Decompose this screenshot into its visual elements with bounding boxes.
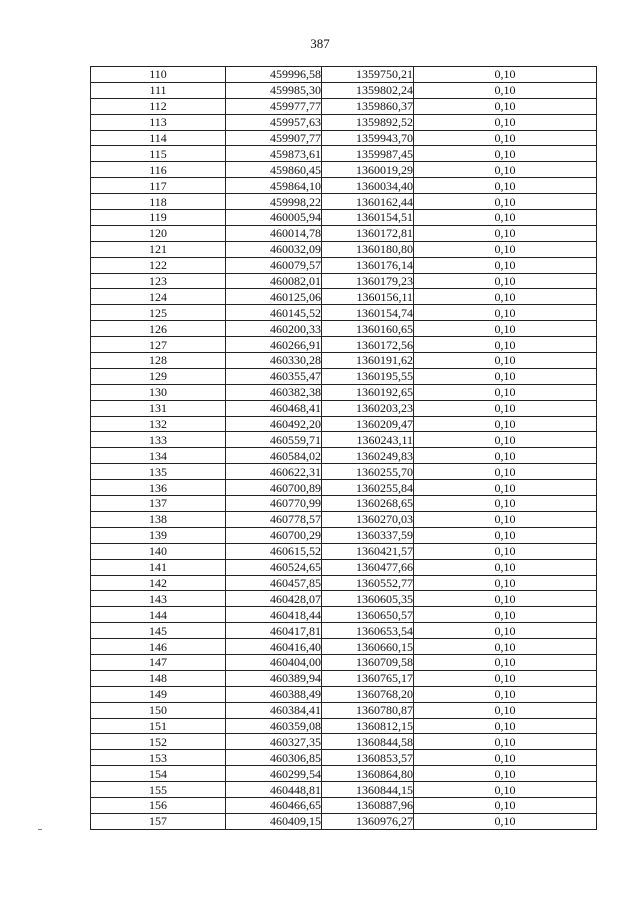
point-number-cell: 126 — [91, 321, 226, 337]
table-row — [91, 559, 597, 575]
y-coordinate-cell: 1360765,17 — [322, 670, 414, 686]
x-coordinate-cell: 460524,65 — [226, 559, 322, 575]
point-number-cell: 139 — [91, 527, 226, 543]
y-coordinate-cell: 1360337,59 — [322, 527, 414, 543]
x-coordinate-cell: 459985,30 — [226, 82, 322, 98]
y-coordinate-cell: 1360552,77 — [322, 575, 414, 591]
table-row — [91, 257, 597, 273]
point-number-cell: 114 — [91, 130, 226, 146]
point-number-cell: 147 — [91, 654, 226, 670]
table-row — [91, 98, 597, 114]
point-number-cell: 155 — [91, 782, 226, 798]
accuracy-cell: 0,10 — [414, 416, 597, 432]
y-coordinate-cell: 1360154,74 — [322, 305, 414, 321]
accuracy-cell: 0,10 — [414, 178, 597, 194]
y-coordinate-cell: 1360243,11 — [322, 432, 414, 448]
table-row — [91, 575, 597, 591]
accuracy-cell: 0,10 — [414, 241, 597, 257]
point-number-cell: 135 — [91, 464, 226, 480]
accuracy-cell: 0,10 — [414, 670, 597, 686]
y-coordinate-cell: 1360477,66 — [322, 559, 414, 575]
x-coordinate-cell: 460330,28 — [226, 353, 322, 369]
table-row — [91, 527, 597, 543]
accuracy-cell: 0,10 — [414, 559, 597, 575]
table-row — [91, 273, 597, 289]
accuracy-cell: 0,10 — [414, 67, 597, 83]
point-number-cell: 148 — [91, 670, 226, 686]
point-number-cell: 120 — [91, 225, 226, 241]
y-coordinate-cell: 1360249,83 — [322, 448, 414, 464]
y-coordinate-cell: 1360421,57 — [322, 543, 414, 559]
accuracy-cell: 0,10 — [414, 305, 597, 321]
y-coordinate-cell: 1360209,47 — [322, 416, 414, 432]
accuracy-cell: 0,10 — [414, 384, 597, 400]
point-number-cell: 138 — [91, 511, 226, 527]
y-coordinate-cell: 1360709,58 — [322, 654, 414, 670]
accuracy-cell: 0,10 — [414, 654, 597, 670]
x-coordinate-cell: 460492,20 — [226, 416, 322, 432]
point-number-cell: 110 — [91, 67, 226, 83]
x-coordinate-cell: 460200,33 — [226, 321, 322, 337]
point-number-cell: 154 — [91, 766, 226, 782]
table-row — [91, 654, 597, 670]
y-coordinate-cell: 1359987,45 — [322, 146, 414, 162]
y-coordinate-cell: 1360180,80 — [322, 241, 414, 257]
table-row — [91, 734, 597, 750]
y-coordinate-cell: 1360191,62 — [322, 353, 414, 369]
y-coordinate-cell: 1360172,56 — [322, 337, 414, 353]
x-coordinate-cell: 460770,99 — [226, 496, 322, 512]
x-coordinate-cell: 460327,35 — [226, 734, 322, 750]
y-coordinate-cell: 1360844,58 — [322, 734, 414, 750]
x-coordinate-cell: 460409,15 — [226, 813, 322, 829]
y-coordinate-cell: 1360179,23 — [322, 273, 414, 289]
point-number-cell: 146 — [91, 639, 226, 655]
point-number-cell: 129 — [91, 368, 226, 384]
point-number-cell: 150 — [91, 702, 226, 718]
point-number-cell: 142 — [91, 575, 226, 591]
x-coordinate-cell: 459873,61 — [226, 146, 322, 162]
point-number-cell: 134 — [91, 448, 226, 464]
table-row — [91, 543, 597, 559]
accuracy-cell: 0,10 — [414, 464, 597, 480]
x-coordinate-cell: 460418,44 — [226, 607, 322, 623]
x-coordinate-cell: 460005,94 — [226, 210, 322, 226]
table-row — [91, 639, 597, 655]
accuracy-cell: 0,10 — [414, 353, 597, 369]
table-row — [91, 305, 597, 321]
accuracy-cell: 0,10 — [414, 527, 597, 543]
y-coordinate-cell: 1360203,23 — [322, 400, 414, 416]
accuracy-cell: 0,10 — [414, 448, 597, 464]
point-number-cell: 115 — [91, 146, 226, 162]
accuracy-cell: 0,10 — [414, 82, 597, 98]
accuracy-cell: 0,10 — [414, 273, 597, 289]
table-row — [91, 400, 597, 416]
point-number-cell: 130 — [91, 384, 226, 400]
y-coordinate-cell: 1360156,11 — [322, 289, 414, 305]
point-number-cell: 157 — [91, 813, 226, 829]
y-coordinate-cell: 1360172,81 — [322, 225, 414, 241]
accuracy-cell: 0,10 — [414, 591, 597, 607]
x-coordinate-cell: 460584,02 — [226, 448, 322, 464]
x-coordinate-cell: 460032,09 — [226, 241, 322, 257]
y-coordinate-cell: 1360019,29 — [322, 162, 414, 178]
point-number-cell: 112 — [91, 98, 226, 114]
y-coordinate-cell: 1360976,27 — [322, 813, 414, 829]
table-row — [91, 210, 597, 226]
point-number-cell: 121 — [91, 241, 226, 257]
table-row — [91, 114, 597, 130]
table-row — [91, 67, 597, 83]
x-coordinate-cell: 460457,85 — [226, 575, 322, 591]
x-coordinate-cell: 460559,71 — [226, 432, 322, 448]
table-row — [91, 813, 597, 829]
point-number-cell: 151 — [91, 718, 226, 734]
x-coordinate-cell: 460359,08 — [226, 718, 322, 734]
x-coordinate-cell: 460306,85 — [226, 750, 322, 766]
point-number-cell: 128 — [91, 353, 226, 369]
accuracy-cell: 0,10 — [414, 210, 597, 226]
point-number-cell: 156 — [91, 797, 226, 813]
point-number-cell: 122 — [91, 257, 226, 273]
table-row — [91, 702, 597, 718]
accuracy-cell: 0,10 — [414, 194, 597, 210]
accuracy-cell: 0,10 — [414, 797, 597, 813]
accuracy-cell: 0,10 — [414, 225, 597, 241]
table-row — [91, 623, 597, 639]
table-row — [91, 82, 597, 98]
point-number-cell: 144 — [91, 607, 226, 623]
table-row — [91, 241, 597, 257]
x-coordinate-cell: 460416,40 — [226, 639, 322, 655]
y-coordinate-cell: 1360176,14 — [322, 257, 414, 273]
x-coordinate-cell: 460468,41 — [226, 400, 322, 416]
x-coordinate-cell: 459864,10 — [226, 178, 322, 194]
point-number-cell: 118 — [91, 194, 226, 210]
accuracy-cell: 0,10 — [414, 543, 597, 559]
y-coordinate-cell: 1360154,51 — [322, 210, 414, 226]
point-number-cell: 111 — [91, 82, 226, 98]
point-number-cell: 123 — [91, 273, 226, 289]
scan-mark — [38, 829, 42, 830]
y-coordinate-cell: 1360255,84 — [322, 480, 414, 496]
accuracy-cell: 0,10 — [414, 782, 597, 798]
table-row — [91, 432, 597, 448]
point-number-cell: 113 — [91, 114, 226, 130]
accuracy-cell: 0,10 — [414, 813, 597, 829]
y-coordinate-cell: 1359860,37 — [322, 98, 414, 114]
accuracy-cell: 0,10 — [414, 718, 597, 734]
coordinates-table-body — [91, 67, 597, 830]
table-row — [91, 130, 597, 146]
x-coordinate-cell: 460125,06 — [226, 289, 322, 305]
accuracy-cell: 0,10 — [414, 321, 597, 337]
accuracy-cell: 0,10 — [414, 98, 597, 114]
point-number-cell: 119 — [91, 210, 226, 226]
x-coordinate-cell: 460266,91 — [226, 337, 322, 353]
table-row — [91, 416, 597, 432]
accuracy-cell: 0,10 — [414, 146, 597, 162]
accuracy-cell: 0,10 — [414, 750, 597, 766]
accuracy-cell: 0,10 — [414, 130, 597, 146]
x-coordinate-cell: 460145,52 — [226, 305, 322, 321]
y-coordinate-cell: 1360192,65 — [322, 384, 414, 400]
y-coordinate-cell: 1360034,40 — [322, 178, 414, 194]
x-coordinate-cell: 460388,49 — [226, 686, 322, 702]
accuracy-cell: 0,10 — [414, 686, 597, 702]
point-number-cell: 137 — [91, 496, 226, 512]
accuracy-cell: 0,10 — [414, 400, 597, 416]
y-coordinate-cell: 1360864,80 — [322, 766, 414, 782]
y-coordinate-cell: 1360605,35 — [322, 591, 414, 607]
accuracy-cell: 0,10 — [414, 496, 597, 512]
table-row — [91, 670, 597, 686]
x-coordinate-cell: 459957,63 — [226, 114, 322, 130]
y-coordinate-cell: 1360780,87 — [322, 702, 414, 718]
x-coordinate-cell: 459996,58 — [226, 67, 322, 83]
x-coordinate-cell: 460448,81 — [226, 782, 322, 798]
accuracy-cell: 0,10 — [414, 432, 597, 448]
y-coordinate-cell: 1360812,15 — [322, 718, 414, 734]
y-coordinate-cell: 1360768,20 — [322, 686, 414, 702]
accuracy-cell: 0,10 — [414, 639, 597, 655]
x-coordinate-cell: 460778,57 — [226, 511, 322, 527]
accuracy-cell: 0,10 — [414, 114, 597, 130]
x-coordinate-cell: 459977,77 — [226, 98, 322, 114]
x-coordinate-cell: 460082,01 — [226, 273, 322, 289]
point-number-cell: 143 — [91, 591, 226, 607]
page-number: 387 — [310, 36, 330, 51]
x-coordinate-cell: 460014,78 — [226, 225, 322, 241]
accuracy-cell: 0,10 — [414, 368, 597, 384]
x-coordinate-cell: 460384,41 — [226, 702, 322, 718]
accuracy-cell: 0,10 — [414, 162, 597, 178]
y-coordinate-cell: 1360844,15 — [322, 782, 414, 798]
table-row — [91, 782, 597, 798]
table-row — [91, 718, 597, 734]
y-coordinate-cell: 1360887,96 — [322, 797, 414, 813]
accuracy-cell: 0,10 — [414, 623, 597, 639]
x-coordinate-cell: 460466,65 — [226, 797, 322, 813]
point-number-cell: 117 — [91, 178, 226, 194]
point-number-cell: 152 — [91, 734, 226, 750]
y-coordinate-cell: 1360853,57 — [322, 750, 414, 766]
point-number-cell: 149 — [91, 686, 226, 702]
x-coordinate-cell: 460700,89 — [226, 480, 322, 496]
accuracy-cell: 0,10 — [414, 575, 597, 591]
table-row — [91, 146, 597, 162]
point-number-cell: 131 — [91, 400, 226, 416]
point-number-cell: 153 — [91, 750, 226, 766]
y-coordinate-cell: 1360660,15 — [322, 639, 414, 655]
table-row — [91, 448, 597, 464]
x-coordinate-cell: 459907,77 — [226, 130, 322, 146]
table-row — [91, 797, 597, 813]
table-row — [91, 368, 597, 384]
point-number-cell: 145 — [91, 623, 226, 639]
accuracy-cell: 0,10 — [414, 289, 597, 305]
accuracy-cell: 0,10 — [414, 337, 597, 353]
table-row — [91, 353, 597, 369]
y-coordinate-cell: 1360195,55 — [322, 368, 414, 384]
point-number-cell: 133 — [91, 432, 226, 448]
accuracy-cell: 0,10 — [414, 480, 597, 496]
point-number-cell: 124 — [91, 289, 226, 305]
table-row — [91, 607, 597, 623]
table-row — [91, 384, 597, 400]
point-number-cell: 125 — [91, 305, 226, 321]
accuracy-cell: 0,10 — [414, 766, 597, 782]
table-row — [91, 289, 597, 305]
table-row — [91, 337, 597, 353]
y-coordinate-cell: 1360653,54 — [322, 623, 414, 639]
table-row — [91, 162, 597, 178]
x-coordinate-cell: 459998,22 — [226, 194, 322, 210]
table-row — [91, 766, 597, 782]
table-row — [91, 321, 597, 337]
x-coordinate-cell: 460622,31 — [226, 464, 322, 480]
table-row — [91, 194, 597, 210]
point-number-cell: 136 — [91, 480, 226, 496]
table-row — [91, 178, 597, 194]
point-number-cell: 132 — [91, 416, 226, 432]
y-coordinate-cell: 1360255,70 — [322, 464, 414, 480]
x-coordinate-cell: 459860,45 — [226, 162, 322, 178]
y-coordinate-cell: 1360650,57 — [322, 607, 414, 623]
accuracy-cell: 0,10 — [414, 257, 597, 273]
accuracy-cell: 0,10 — [414, 607, 597, 623]
y-coordinate-cell: 1360270,03 — [322, 511, 414, 527]
accuracy-cell: 0,10 — [414, 734, 597, 750]
table-row — [91, 511, 597, 527]
point-number-cell: 127 — [91, 337, 226, 353]
table-row — [91, 750, 597, 766]
y-coordinate-cell: 1359802,24 — [322, 82, 414, 98]
x-coordinate-cell: 460079,57 — [226, 257, 322, 273]
y-coordinate-cell: 1359892,52 — [322, 114, 414, 130]
y-coordinate-cell: 1360160,65 — [322, 321, 414, 337]
y-coordinate-cell: 1359750,21 — [322, 67, 414, 83]
table-row — [91, 686, 597, 702]
point-number-cell: 116 — [91, 162, 226, 178]
point-number-cell: 141 — [91, 559, 226, 575]
x-coordinate-cell: 460382,38 — [226, 384, 322, 400]
y-coordinate-cell: 1359943,70 — [322, 130, 414, 146]
table-row — [91, 480, 597, 496]
table-row — [91, 225, 597, 241]
x-coordinate-cell: 460404,00 — [226, 654, 322, 670]
coordinates-table — [90, 66, 597, 830]
table-row — [91, 464, 597, 480]
x-coordinate-cell: 460299,54 — [226, 766, 322, 782]
y-coordinate-cell: 1360268,65 — [322, 496, 414, 512]
x-coordinate-cell: 460355,47 — [226, 368, 322, 384]
y-coordinate-cell: 1360162,44 — [322, 194, 414, 210]
x-coordinate-cell: 460700,29 — [226, 527, 322, 543]
x-coordinate-cell: 460389,94 — [226, 670, 322, 686]
x-coordinate-cell: 460428,07 — [226, 591, 322, 607]
accuracy-cell: 0,10 — [414, 511, 597, 527]
point-number-cell: 140 — [91, 543, 226, 559]
x-coordinate-cell: 460417,81 — [226, 623, 322, 639]
accuracy-cell: 0,10 — [414, 702, 597, 718]
x-coordinate-cell: 460615,52 — [226, 543, 322, 559]
table-row — [91, 496, 597, 512]
table-row — [91, 591, 597, 607]
